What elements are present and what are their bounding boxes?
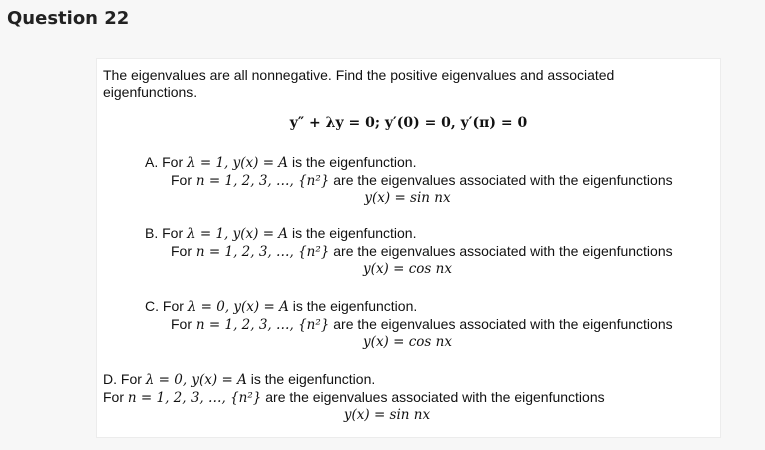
option-line2-math: n = 1, 2, 3, …, {n²} (195, 244, 330, 260)
answer-option-a[interactable] (145, 154, 673, 207)
option-d-eigenfunction: y(x) = sin nx (343, 407, 431, 423)
option-line1-prefix: For (162, 225, 184, 241)
option-c-line-1 (145, 298, 673, 316)
option-line1-suffix: is the eigenfunction. (250, 371, 376, 387)
differential-equation: y″ + λy = 0; y′(0) = 0, y′(π) = 0 (289, 115, 528, 131)
option-d-line-2 (103, 389, 671, 407)
answer-option-b[interactable] (145, 225, 673, 278)
option-line2-suffix: are the eigenvalues associated with the eigenfunctions (265, 389, 605, 405)
option-line2-suffix: are the eigenvalues associated with the eigenfunctions (333, 316, 673, 332)
option-line1-suffix: is the eigenfunction. (292, 298, 418, 314)
option-line1-suffix: is the eigenfunction. (291, 154, 417, 170)
option-line2-prefix: For (103, 389, 124, 405)
option-line1-math: λ = 1, y(x) = A (187, 226, 289, 242)
option-a-line-2 (145, 172, 673, 190)
option-letter: B. (145, 225, 159, 241)
answer-option-d[interactable] (103, 371, 671, 424)
option-line1-suffix: is the eigenfunction. (291, 225, 417, 241)
option-c-eigenfunction: y(x) = cos nx (363, 334, 452, 350)
answer-option-c[interactable] (145, 298, 673, 351)
option-line2-prefix: For (171, 316, 192, 332)
option-b-eigenfunction: y(x) = cos nx (363, 261, 452, 277)
option-letter: D. (103, 371, 117, 387)
question-title: Question 22 (7, 8, 130, 29)
option-line1-math: λ = 0, y(x) = A (187, 299, 289, 315)
option-line1-prefix: For (162, 298, 184, 314)
option-line2-prefix: For (171, 243, 192, 259)
option-line1-math: λ = 0, y(x) = A (145, 372, 247, 388)
option-letter: A. (145, 154, 159, 170)
option-line1-prefix: For (162, 154, 184, 170)
option-line2-math: n = 1, 2, 3, …, {n²} (195, 173, 330, 189)
option-line2-math: n = 1, 2, 3, …, {n²} (127, 390, 262, 406)
option-c-line-2 (145, 316, 673, 334)
option-a-line-1 (145, 154, 673, 172)
option-b-line-1 (145, 225, 673, 243)
option-line1-prefix: For (120, 371, 142, 387)
option-line2-suffix: are the eigenvalues associated with the eigenfunctions (333, 243, 673, 259)
option-line1-math: λ = 1, y(x) = A (187, 155, 289, 171)
question-card (96, 58, 721, 438)
option-line2-prefix: For (171, 172, 192, 188)
option-b-line-2 (145, 243, 673, 261)
option-line2-suffix: are the eigenvalues associated with the eigenfunctions (333, 172, 673, 188)
option-a-eigenfunction: y(x) = sin nx (364, 190, 451, 206)
question-stem: The eigenvalues are all nonnegative. Find the positive eigenvalues and associated eigenfunctions. (103, 67, 615, 100)
option-letter: C. (145, 298, 159, 314)
option-line2-math: n = 1, 2, 3, …, {n²} (195, 317, 330, 333)
option-d-line-1 (103, 371, 671, 389)
